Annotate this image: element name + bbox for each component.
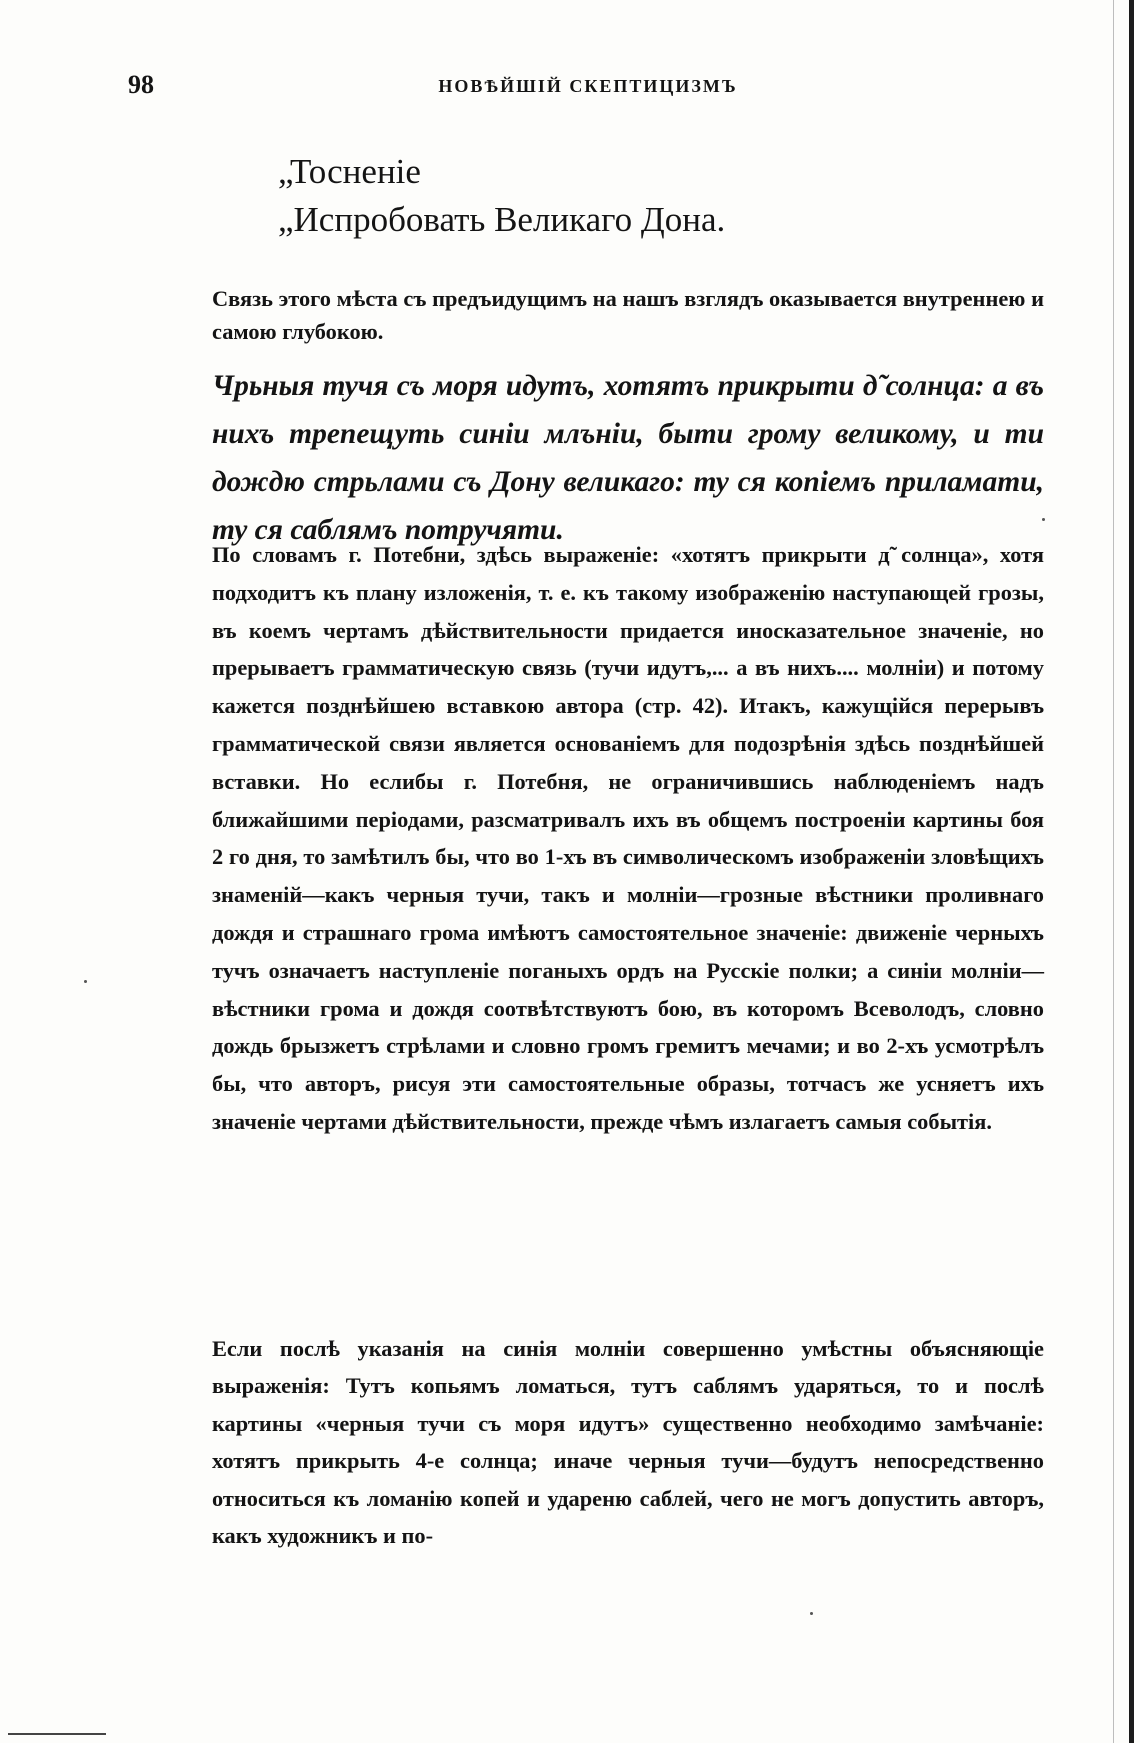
scan-speck	[810, 1612, 813, 1615]
page-number: 98	[128, 70, 154, 99]
bottom-rule	[8, 1733, 106, 1735]
page-edge-line	[1113, 0, 1114, 1743]
verse-line-1: „Тосненіе	[278, 152, 421, 191]
scan-speck	[84, 980, 87, 983]
paragraph-1-text: Связь этого мѣста съ предъидущимъ на нашъ взглядъ оказывается внутреннею и самою глубокою.	[212, 286, 1044, 344]
paragraph-1	[212, 282, 1044, 348]
page-edge-shadow	[1129, 0, 1134, 1743]
paragraph-3-text: Если послѣ указанія на синія молніи совершенно умѣстны объясняющіе выраженія: Тутъ копьямъ ломаться, тутъ саблямъ ударяться, то и послѣ картины «черныя тучи съ моря идутъ» существенно необходимо замѣчаніе: хотятъ прикрыть 4-е солнца; иначе черныя тучи—будутъ непосредственно относиться къ ломанію копей и удареню саблей, чего не могъ допустить авторъ, какъ художникъ и по-	[212, 1336, 1044, 1549]
paragraph-3	[212, 1330, 1044, 1554]
verse-quote	[278, 148, 725, 244]
paragraph-2	[212, 536, 1044, 1141]
italic-quote: Чрьныя тучя съ моря идутъ, хотятъ прикрыти д̃ солнца: а въ нихъ трепещуть синіи млъніи, быти грому великому, и ти дождю стрьлами съ Дону великаго: ту ся копіемъ приламати, ту ся саблямъ потручяти.	[212, 370, 1044, 546]
running-title: НОВѢЙШІЙ СКЕПТИЦИЗМЪ	[438, 76, 738, 96]
paragraph-2-text: По словамъ г. Потебни, здѣсь выраженіе: «хотятъ прикрыти д̃ солнца», хотя подходитъ къ плану изложенія, т. е. къ такому изображенію наступающей грозы, въ коемъ чертамъ дѣйствительности придается иносказательное значеніе, но прерываетъ грамматическую связь (тучи идутъ,... а въ нихъ.... молніи) и потому кажется позднѣйшею вставкою автора (стр. 42). Итакъ, кажущійся перерывъ грамматической связи является основаніемъ для подозрѣнія здѣсь позднѣйшей вставки. Но еслибы г. Потебня, не ограничившись наблюденіемъ надъ ближайшими періодами, разсматривалъ ихъ въ общемъ построеніи картины боя 2 го дня, то замѣтилъ бы, что во 1-хъ въ символическомъ изображеніи зловѣщихъ знаменій—какъ черныя тучи, такъ и молніи—грозные вѣстники проливнаго дождя и страшнаго грома имѣютъ самостоятельное значеніе: движеніе черныхъ тучъ означаетъ наступленіе поганыхъ ордъ на Русскіе полки; а синіи молніи—вѣстники грома и дождя соотвѣтствуютъ бою, въ которомъ Всеволодъ, словно дождь брызжетъ стрѣлами и словно громъ гремитъ мечами; и во 2-хъ усмотрѣлъ бы, что авторъ, рисуя эти самостоятельные образы, тотчасъ же усняетъ ихъ значеніе чертами дѣйствительности, прежде чѣмъ излагаетъ самыя событія.	[212, 542, 1044, 1134]
verse-line-2: „Испробовать Великаго Дона.	[278, 200, 726, 239]
scan-speck	[1042, 518, 1045, 521]
page-header	[128, 70, 1048, 110]
